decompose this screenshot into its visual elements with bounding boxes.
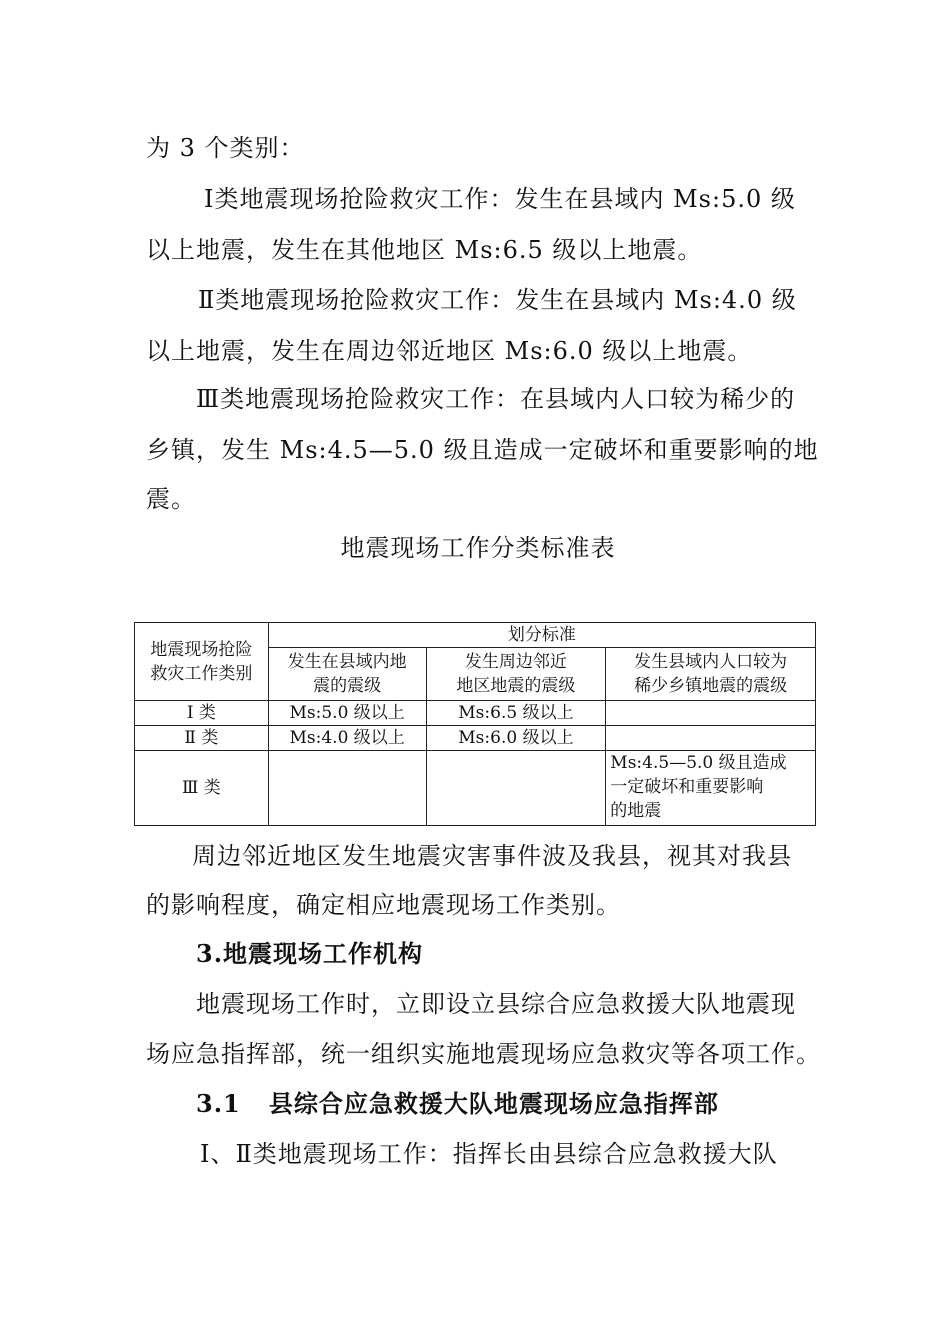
class-3-line-3: 震。: [146, 485, 196, 513]
row-category: Ⅱ 类: [135, 726, 269, 751]
header-category-line: 救灾工作类别: [150, 663, 253, 684]
row-category: Ⅲ 类: [135, 751, 269, 826]
row-cell: Ms:4.0 级以上: [268, 726, 426, 751]
neighbor-line-1: 周边邻近地区发生地震灾害事件波及我县，视其对我县: [192, 842, 792, 870]
row-cell: [606, 751, 816, 826]
subheader-county: [268, 648, 426, 701]
row-cell: [606, 701, 816, 726]
row-cell: [268, 751, 426, 826]
neighbor-line-2: 的影响程度，确定相应地震现场工作类别。: [146, 891, 621, 919]
row-cell: Ms:6.5 级以上: [426, 701, 606, 726]
section-heading-3-1: 3.1 县综合应急救援大队地震现场应急指挥部: [196, 1089, 719, 1118]
class-2-line-1: Ⅱ类地震现场抢险救灾工作：发生在县域内 Ms:4.0 级: [198, 286, 797, 314]
row-cell: Ms:6.0 级以上: [426, 726, 606, 751]
class-1-line-2: 以上地震，发生在其他地区 Ms:6.5 级以上地震。: [146, 236, 703, 264]
header-category-line: 地震现场抢险: [150, 639, 253, 660]
org-line-2: 场应急指挥部，统一组织实施地震现场应急救灾等各项工作。: [146, 1040, 821, 1068]
subheader-line: 发生在县域内地: [287, 652, 407, 672]
subheader-line: 震的震级: [313, 676, 382, 696]
subheader-line: 地区地震的震级: [456, 676, 576, 696]
classification-table: [134, 622, 816, 826]
table-caption: 地震现场工作分类标准表: [340, 534, 616, 562]
org-line-1: 地震现场工作时，立即设立县综合应急救援大队地震现: [196, 990, 796, 1018]
table-row: [135, 751, 816, 826]
subheader-line: 发生周边邻近: [464, 652, 567, 672]
header-group: 划分标准: [268, 623, 815, 648]
cell-line: 的地震: [610, 801, 662, 821]
row-category: Ⅰ 类: [135, 701, 269, 726]
class-1-line-1: Ⅰ类地震现场抢险救灾工作：发生在县域内 Ms:5.0 级: [204, 185, 796, 213]
table-header-row: [135, 623, 816, 648]
class-3-line-1: Ⅲ类地震现场抢险救灾工作：在县域内人口较为稀少的: [196, 385, 796, 413]
commander-line: Ⅰ、Ⅱ类地震现场工作：指挥长由县综合应急救援大队: [200, 1140, 778, 1168]
class-3-line-2: 乡镇，发生 Ms:4.5—5.0 级且造成一定破坏和重要影响的地: [146, 436, 819, 464]
paragraph-line: 为 3 个类别：: [146, 134, 305, 162]
subheader-neighbor: [426, 648, 606, 701]
header-category: [135, 623, 269, 701]
class-2-line-2: 以上地震，发生在周边邻近地区 Ms:6.0 级以上地震。: [146, 337, 753, 365]
subheader-line: 发生县域内人口较为: [634, 652, 788, 672]
row-cell: [426, 751, 606, 826]
subheader-sparse: [606, 648, 816, 701]
cell-line: 一定破坏和重要影响: [610, 777, 764, 797]
row-cell: [606, 726, 816, 751]
table-row: [135, 701, 816, 726]
section-heading-3: 3.地震现场工作机构: [196, 939, 424, 968]
subheader-line: 稀少乡镇地震的震级: [634, 676, 788, 696]
cell-line: Ms:4.5—5.0 级且造成: [610, 753, 787, 773]
row-cell: Ms:5.0 级以上: [268, 701, 426, 726]
table-row: [135, 726, 816, 751]
